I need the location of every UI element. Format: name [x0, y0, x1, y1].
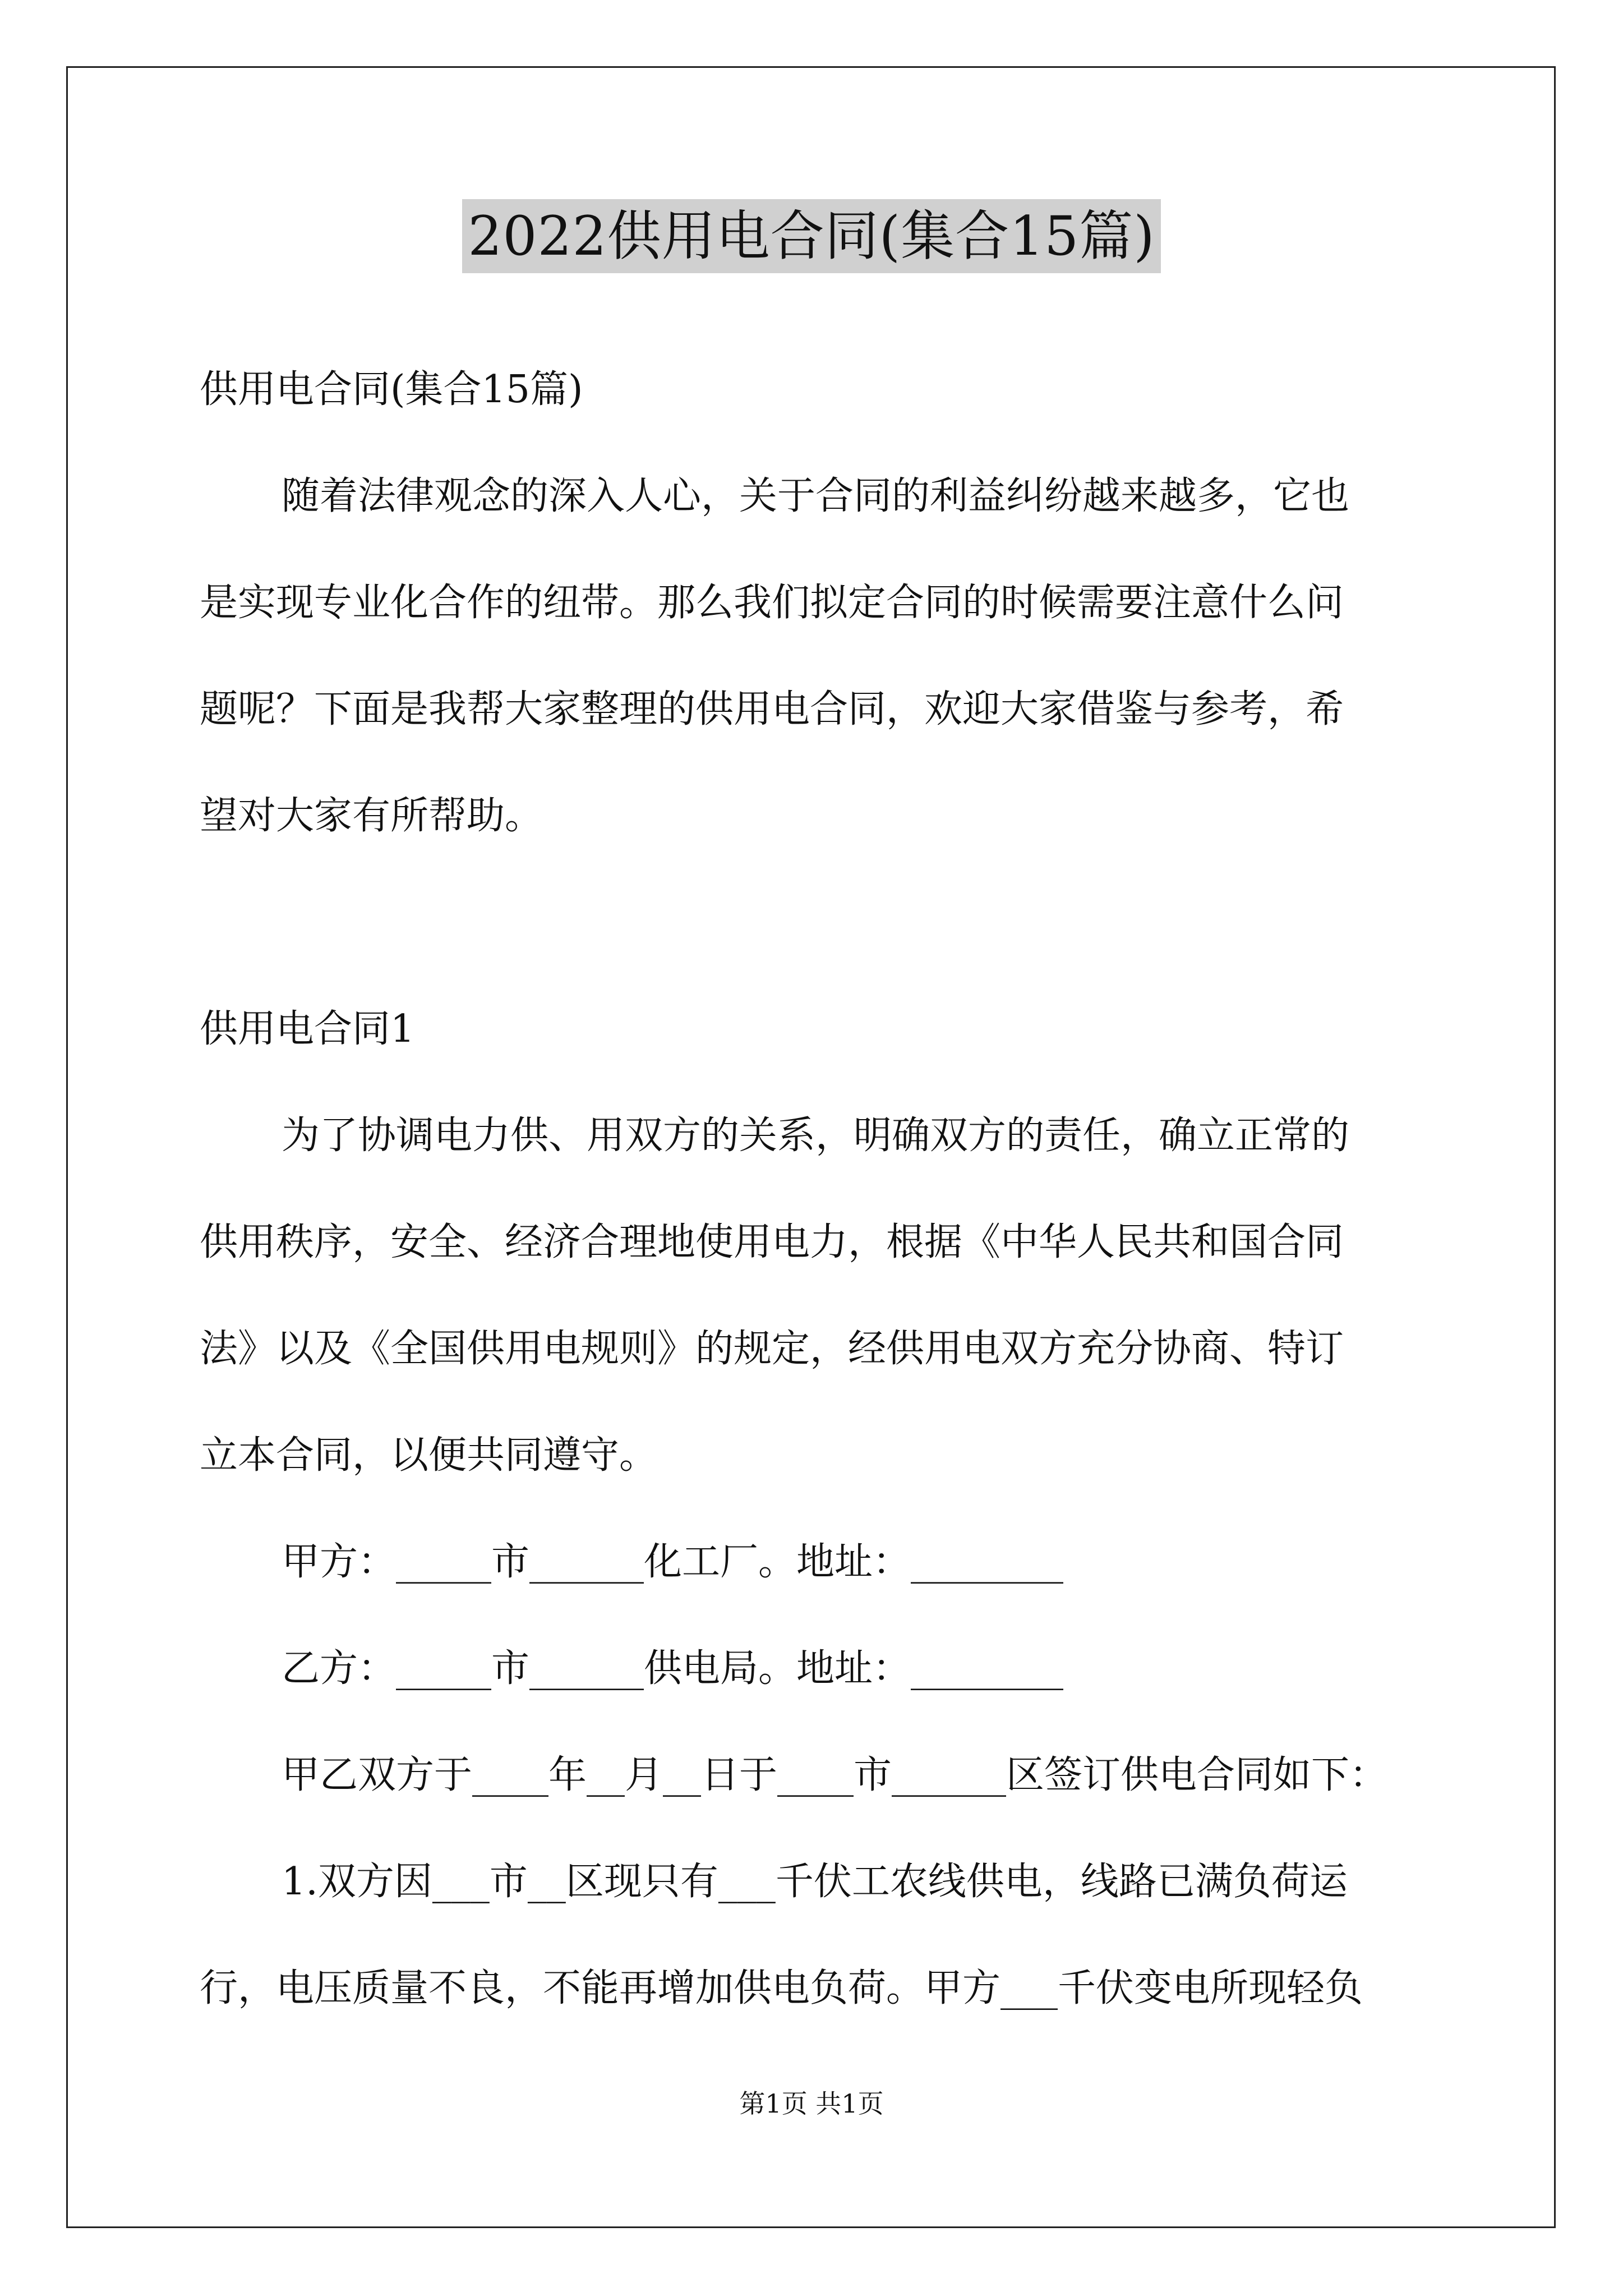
paragraph-line: 法》以及《全国供用电规则》的规定，经供用电双方充分协商、特订 — [200, 1327, 1344, 1371]
paragraph-line: 题呢？下面是我帮大家整理的供用电合同，欢迎大家借鉴与参考，希 — [200, 687, 1344, 731]
party-b-line: 乙方：_____市______供电局。地址：________ — [282, 1646, 1064, 1691]
document-title: 2022供用电合同(集合15篇) — [462, 199, 1160, 273]
paragraph-line: 随着法律观念的深入人心，关于合同的利益纠纷越来越多，它也 — [282, 474, 1350, 518]
party-a-line: 甲方：_____市______化工厂。地址：________ — [282, 1540, 1064, 1584]
document-body — [200, 337, 1433, 2042]
paragraph-line: 为了协调电力供、用双方的关系，明确双方的责任，确立正常的 — [282, 1114, 1350, 1158]
paragraph-line: 供用秩序，安全、经济合理地使用电力，根据《中华人民共和国合同 — [200, 1220, 1344, 1264]
section-heading: 供用电合同1 — [200, 1007, 415, 1051]
paragraph-line: 是实现专业化合作的纽带。那么我们拟定合同的时候需要注意什么问 — [200, 581, 1344, 625]
title-container — [0, 199, 1623, 273]
signing-line: 甲乙双方于____年__月__日于____市______区签订供电合同如下： — [282, 1753, 1388, 1797]
paragraph-line: 望对大家有所帮助。 — [200, 794, 543, 838]
clause-line: 1.双方因___市__区现只有___千伏工农线供电，线路已满负荷运 — [282, 1860, 1348, 1904]
clause-line: 行，电压质量不良，不能再增加供电负荷。甲方___千伏变电所现轻负 — [200, 1966, 1363, 2010]
page-footer: 第1页 共1页 — [739, 2088, 884, 2119]
subtitle-line: 供用电合同(集合15篇) — [200, 367, 583, 412]
blank-line — [200, 869, 1433, 976]
paragraph-line: 立本合同，以便共同遵守。 — [200, 1433, 658, 1478]
